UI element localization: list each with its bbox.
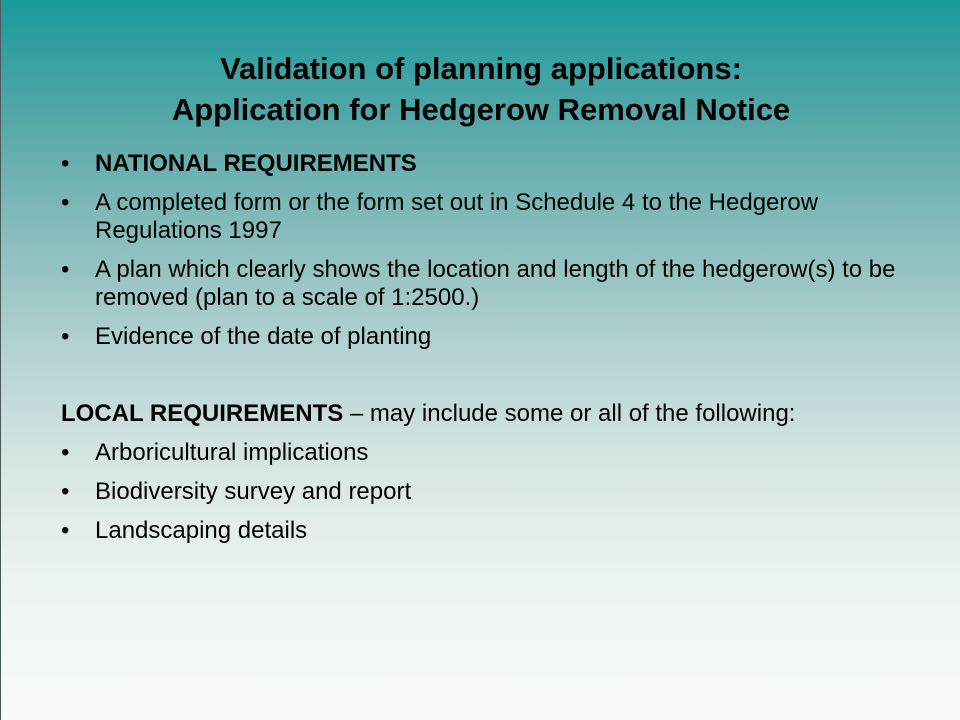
bullet: • [61,256,70,283]
list-item-text: Arboricultural implications [95,439,369,466]
slide-title [1,48,960,130]
bullet: • [61,439,70,466]
list-item [61,439,921,467]
list-item [61,517,921,545]
title-line-1: Validation of planning applications: [220,51,742,86]
list-item-text: Evidence of the date of planting [95,323,432,350]
bullet: • [61,517,70,544]
local-requirements-paragraph [61,400,921,428]
national-requirements-heading-item [61,150,921,178]
slide-body [61,150,921,556]
local-requirements-description: – may include some or all of the following: [343,400,796,427]
list-item-text: A plan which clearly shows the location and length of the hedgerow(s) to be removed (plan to a scale of 1:2500.) [95,256,896,311]
list-item [61,256,921,312]
list-item [61,189,921,245]
list-item-text: Biodiversity survey and report [95,478,412,505]
title-line-2: Application for Hedgerow Removal Notice [171,92,791,127]
national-requirements-heading: NATIONAL REQUIREMENTS [95,150,417,177]
local-requirements-heading: LOCAL REQUIREMENTS [61,400,344,427]
list-item [61,323,921,351]
list-item [61,478,921,506]
bullet: • [61,323,70,350]
list-item-text: Landscaping details [95,517,308,544]
bullet: • [61,150,70,177]
bullet: • [61,189,70,216]
list-item-text: A completed form or the form set out in Schedule 4 to the Hedgerow Regulations 1997 [95,189,819,244]
bullet: • [61,478,70,505]
